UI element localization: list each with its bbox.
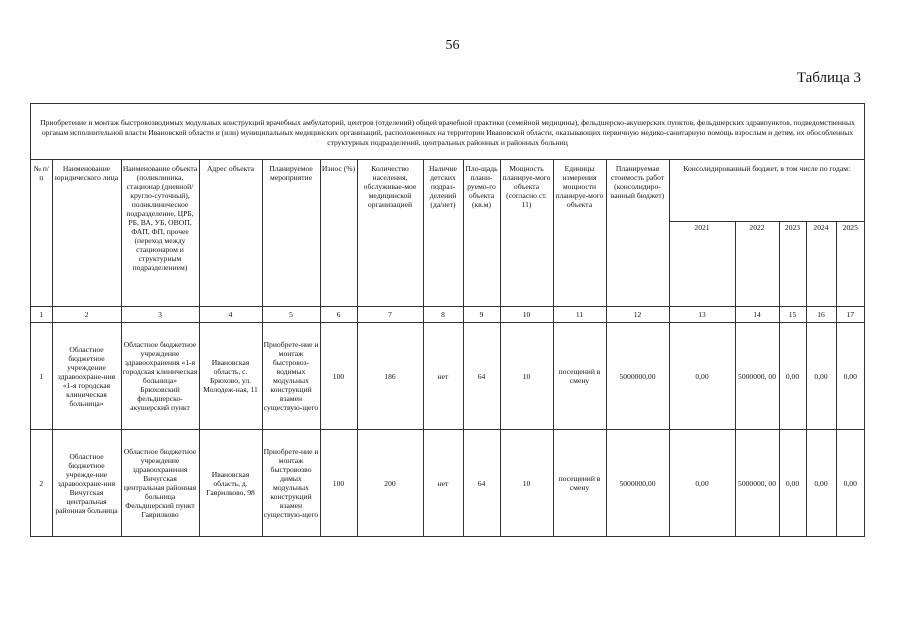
column-number: 13	[669, 307, 735, 323]
header-address: Адрес объекта	[199, 160, 262, 307]
cell-wear: 100	[320, 430, 357, 537]
cell-num: 2	[31, 430, 52, 537]
table-row	[31, 430, 864, 537]
cell-population: 186	[357, 323, 423, 430]
cell-area: 64	[463, 430, 500, 537]
cell-2023: 0,00	[779, 430, 806, 537]
column-number: 9	[463, 307, 500, 323]
header-population: Количество населения, обслуживае-мое медицинской организацией	[357, 160, 423, 307]
cell-cost: 5000000,00	[606, 430, 669, 537]
header-wear: Износ (%)	[320, 160, 357, 307]
column-number: 7	[357, 307, 423, 323]
cell-capacity: 10	[500, 323, 553, 430]
cell-2023: 0,00	[779, 323, 806, 430]
cell-2022: 5000000, 00	[735, 430, 779, 537]
cell-legal-name: Областное бюджетное учреждение здравоохране-ния «1-я городская клиническая больница»	[52, 323, 121, 430]
column-number: 14	[735, 307, 779, 323]
column-number: 8	[423, 307, 463, 323]
table-row	[31, 323, 864, 430]
header-year-2022: 2022	[735, 222, 779, 307]
header-num: № п/п	[31, 160, 52, 307]
header-year-2025: 2025	[836, 222, 864, 307]
header-capacity: Мощность планируе-мого объекта (согласно ст. 11)	[500, 160, 553, 307]
cell-object-name: Областное бюджетное учреждение здравоохранения Вичугская центральная районная больница Фельдшерский пункт Гаврилково	[121, 430, 199, 537]
cell-legal-name: Областное бюджетное учрежде-ние здравоохране-ния Вичугская центральная районная больница	[52, 430, 121, 537]
cell-area: 64	[463, 323, 500, 430]
header-year-2023: 2023	[779, 222, 806, 307]
cell-2025: 0,00	[836, 323, 864, 430]
cell-2025: 0,00	[836, 430, 864, 537]
table-label: Таблица 3	[796, 70, 861, 86]
cell-unit: посещений в смену	[553, 430, 606, 537]
cell-activity: Приобрете-ние и монтаж быстровоз-водимых модульных конструкций взамен существую-щего	[262, 323, 320, 430]
header-legal-name: Наименование юридического лица	[52, 160, 121, 307]
header-area: Пло-щадь плани-руемо-го объекта (кв.м)	[463, 160, 500, 307]
cell-kids: нет	[423, 323, 463, 430]
column-number: 1	[31, 307, 52, 323]
column-number: 11	[553, 307, 606, 323]
page-number: 56	[445, 38, 460, 53]
cell-cost: 5000000,00	[606, 323, 669, 430]
header-cost: Планируемая стоимость работ (консолидиро-ванный бюджет)	[606, 160, 669, 307]
column-number: 10	[500, 307, 553, 323]
data-table-frame	[30, 103, 865, 537]
cell-2024: 0,00	[806, 430, 836, 537]
cell-wear: 100	[320, 323, 357, 430]
cell-capacity: 10	[500, 430, 553, 537]
cell-address: Ивановская область, д. Гаврилково, 98	[199, 430, 262, 537]
column-number: 12	[606, 307, 669, 323]
header-unit: Единицы измерения мощности планируе-мого объекта	[553, 160, 606, 307]
column-number: 16	[806, 307, 836, 323]
column-number: 2	[52, 307, 121, 323]
column-number: 3	[121, 307, 199, 323]
cell-object-name: Областное бюджетное учреждение здравоохранения «1-я городская клиническая больница» Брюховский фельдшерско-акушерский пункт	[121, 323, 199, 430]
column-number: 6	[320, 307, 357, 323]
column-number: 17	[836, 307, 864, 323]
cell-num: 1	[31, 323, 52, 430]
column-number: 5	[262, 307, 320, 323]
cell-2021: 0,00	[669, 323, 735, 430]
data-table	[31, 160, 864, 536]
cell-kids: нет	[423, 430, 463, 537]
header-budget: Консолидированный бюджет, в том числе по годам:	[669, 160, 864, 222]
column-number: 15	[779, 307, 806, 323]
header-year-2024: 2024	[806, 222, 836, 307]
header-activity: Планируемое мероприятие	[262, 160, 320, 307]
header-kids: Наличие детских подраз-делений (да/нет)	[423, 160, 463, 307]
cell-2024: 0,00	[806, 323, 836, 430]
header-object-name: Наименование объекта (поликлиника, стационар (дневной/кругло-суточный), поликлиническое подразделение, ЦРБ, РБ, ВА, УБ, ОВОП, ФАП, ФП, прочее (переход между стационаром и структурным подразделением)	[121, 160, 199, 307]
cell-unit: посещений в смену	[553, 323, 606, 430]
column-number: 4	[199, 307, 262, 323]
header-year-2021: 2021	[669, 222, 735, 307]
cell-2022: 5000000, 00	[735, 323, 779, 430]
cell-2021: 0,00	[669, 430, 735, 537]
table-caption: Приобретение и монтаж быстровозводимых модульных конструкций врачебных амбулаторий, центров (отделений) общей врачебной практики (семейной медицины), фельдшерско-акушерских пунктов, фельдшерских здравпунктов, подведомственных органам исполнительной власти Ивановской области и (или) муниципальных медицинских организаций, расположенных на территории Ивановской области, оказывающих первичную медико-санитарную помощь взрослым и детям, их обособленных структурных подразделений, центральных районных и районных больниц	[31, 104, 864, 160]
cell-address: Ивановская область, с. Брюхово, ул. Молодеж-ная, 11	[199, 323, 262, 430]
cell-population: 200	[357, 430, 423, 537]
column-number-row	[31, 307, 864, 323]
cell-activity: Приобрете-ние и монтаж быстровозво димых модульных конструкций взамен существую-щего	[262, 430, 320, 537]
